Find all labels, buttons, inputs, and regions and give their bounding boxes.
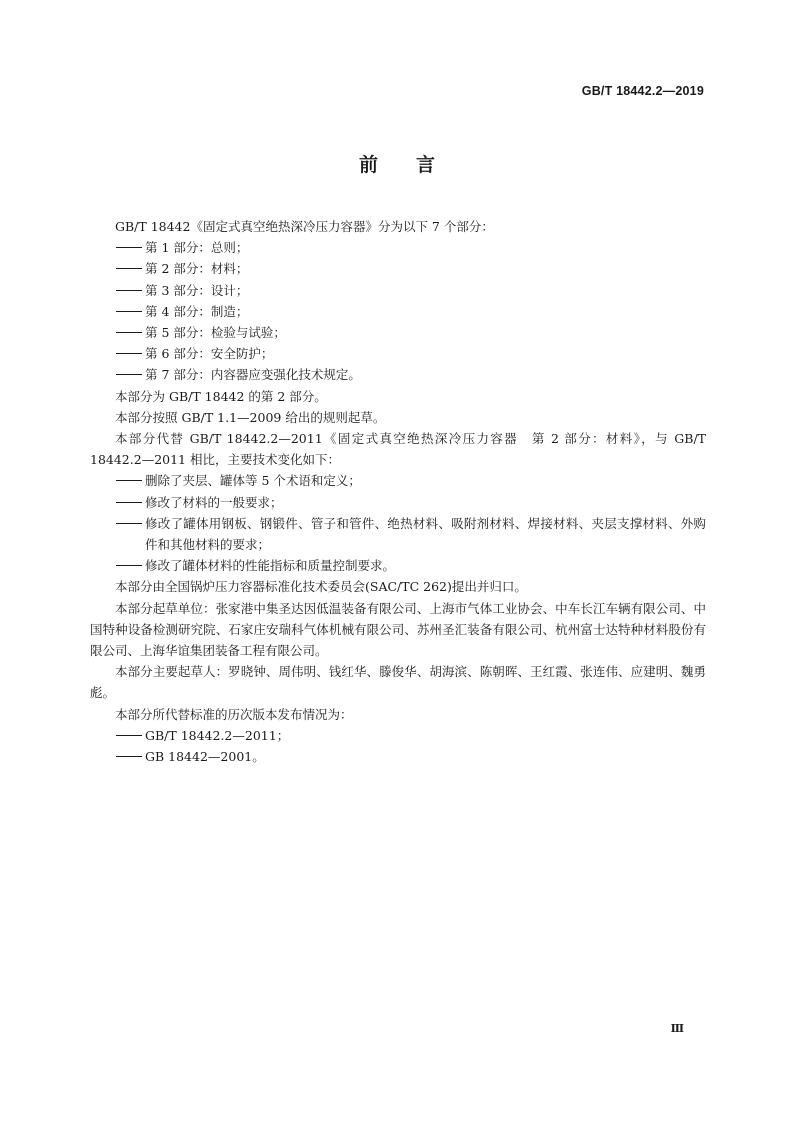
list-item-text: 修改了罐体材料的性能指标和质量控制要求。	[145, 558, 396, 574]
drafting-units-paragraph: 本部分起草单位：张家港中集圣达因低温装备有限公司、上海市气体工业协会、中车长江车辆有限公司、中国特种设备检测研究院、石家庄安瑞科气体机械有限公司、苏州圣汇装备有限公司、杭州富士达特种材料股份有限公司、上海华谊集团装备工程有限公司。	[90, 600, 706, 659]
em-dash-marker	[116, 756, 142, 757]
replaces-paragraph: 本部分代替 GB/T 18442.2—2011《固定式真空绝热深冷压力容器 第 2 部分：材料》，与 GB/T 18442.2—2011 相比，主要技术变化如下：	[90, 431, 706, 468]
list-item-text: GB 18442—2001。	[145, 749, 265, 765]
page-number: Ⅲ	[670, 1022, 684, 1035]
list-item	[90, 343, 706, 364]
list-item	[90, 513, 706, 555]
drafting-rule-paragraph: 本部分按照 GB/T 1.1—2009 给出的规则起草。	[115, 409, 386, 425]
list-item-text: 删除了夹层、罐体等 5 个术语和定义；	[145, 473, 361, 489]
em-dash-marker	[116, 353, 142, 354]
drafters-paragraph: 本部分主要起草人：罗晓钟、周伟明、钱红华、滕俊华、胡海滨、陈朝晖、王红霞、张连伟、应建明、魏勇彪。	[90, 664, 706, 701]
list-item-text: 修改了罐体用钢板、钢锻件、管子和管件、绝热材料、吸附剂材料、焊接材料、夹层支撑材料、外购件和其他材料的要求；	[145, 515, 706, 553]
document-body	[90, 216, 706, 767]
em-dash-marker	[116, 311, 142, 312]
em-dash-marker	[116, 523, 142, 524]
list-item	[90, 237, 706, 258]
list-item-text: 第 4 部分：制造；	[145, 303, 249, 319]
em-dash-marker	[116, 480, 142, 481]
em-dash-marker	[116, 332, 142, 333]
intro-paragraph: GB/T 18442《固定式真空绝热深冷压力容器》分为以下 7 个部分：	[115, 219, 494, 234]
list-item	[90, 301, 706, 322]
list-item-text: 修改了材料的一般要求；	[145, 494, 283, 510]
list-item-text: 第 7 部分：内容器应变强化技术规定。	[145, 367, 361, 383]
history-intro-paragraph: 本部分所代替标准的历次版本发布情况为：	[115, 706, 353, 722]
list-item-text: 第 5 部分：检验与试验；	[145, 325, 286, 341]
em-dash-marker	[116, 502, 142, 503]
list-item	[90, 280, 706, 301]
list-item-text: 第 6 部分：安全防护；	[145, 346, 274, 362]
em-dash-marker	[116, 268, 142, 269]
proposed-by-paragraph: 本部分由全国锅炉压力容器标准化技术委员会(SAC/TC 262)提出并归口。	[115, 579, 527, 595]
list-item	[90, 470, 706, 491]
list-item-text: 第 1 部分：总则；	[145, 240, 249, 256]
list-item-text: 第 2 部分：材料；	[145, 261, 249, 277]
page-title: 前言	[358, 154, 473, 176]
list-item	[90, 258, 706, 279]
list-item	[90, 746, 706, 767]
em-dash-marker	[116, 290, 142, 291]
list-item	[90, 555, 706, 576]
this-part-paragraph: 本部分为 GB/T 18442 的第 2 部分。	[115, 388, 327, 404]
list-item	[90, 492, 706, 513]
em-dash-marker	[116, 735, 142, 736]
list-item-text: 第 3 部分：设计；	[145, 282, 249, 298]
em-dash-marker	[116, 374, 142, 375]
list-item	[90, 364, 706, 385]
list-item-text: GB/T 18442.2—2011；	[145, 727, 290, 743]
em-dash-marker	[116, 565, 142, 566]
standard-code: GB/T 18442.2—2019	[581, 84, 704, 98]
em-dash-marker	[116, 247, 142, 248]
list-item	[90, 725, 706, 746]
list-item	[90, 322, 706, 343]
